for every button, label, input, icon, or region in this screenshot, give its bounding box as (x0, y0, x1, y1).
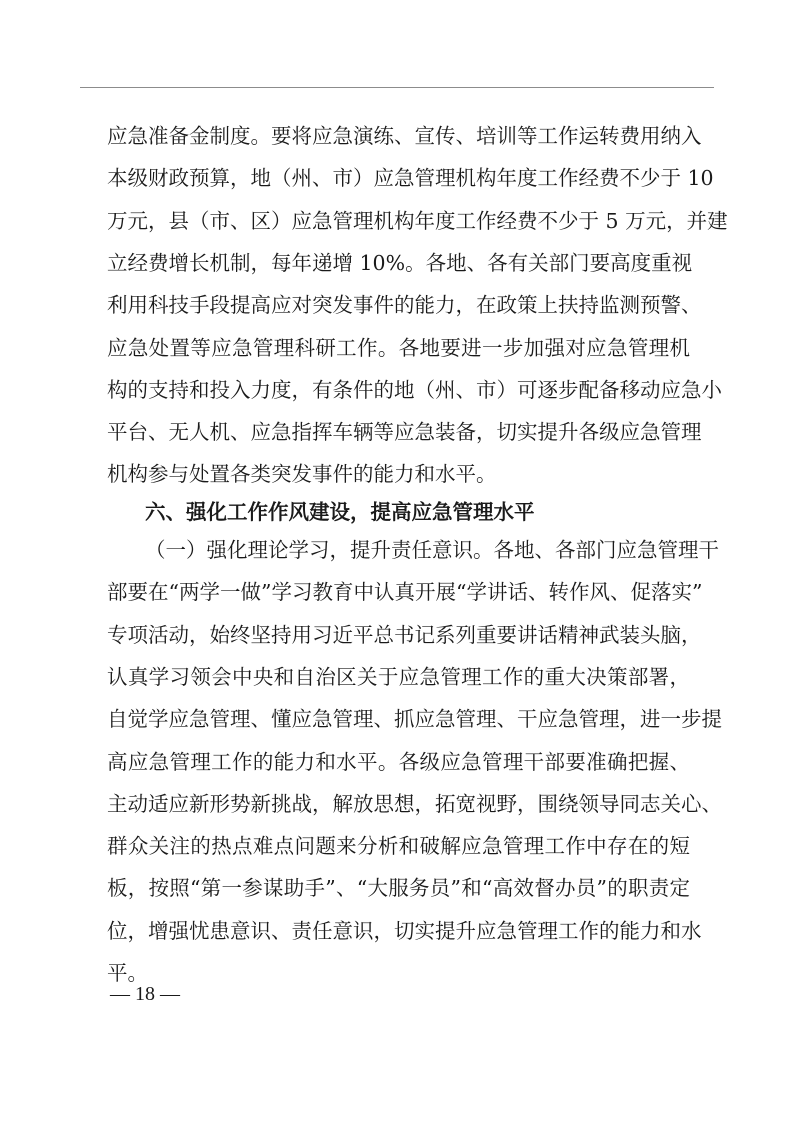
text-line: 平。 (107, 961, 148, 985)
text-line: 主动适应新形势新挑战，解放思想，拓宽视野，围绕领导同志关心、 (107, 792, 722, 816)
text-line: 部要在“两学一做”学习教育中认真开展“学讲话、转作风、促落实” (107, 580, 703, 604)
text-line: 群众关注的热点难点问题来分析和破解应急管理工作中存在的短 (107, 834, 690, 858)
header-rule (80, 87, 714, 88)
text-line: 构的支持和投入力度，有条件的地（州、市）可逐步配备移动应急小 (107, 378, 722, 402)
text-line: （一）强化理论学习，提升责任意识。各地、各部门应急管理干 (145, 538, 719, 562)
section-heading: 六、强化工作作风建设，提高应急管理水平 (145, 500, 535, 524)
text-line: 利用科技手段提高应对突发事件的能力，在政策上扶持监测预警、 (107, 293, 702, 317)
text-line: 专项活动，始终坚持用习近平总书记系列重要讲话精神武装头脑， (107, 623, 702, 647)
text-line: 高应急管理工作的能力和水平。各级应急管理干部要准确把握、 (107, 750, 690, 774)
text-line: 自觉学应急管理、懂应急管理、抓应急管理、干应急管理，进一步提 (107, 707, 722, 731)
text-line: 机构参与处置各类突发事件的能力和水平。 (107, 462, 497, 486)
text-line: 应急准备金制度。要将应急演练、宣传、培训等工作运转费用纳入 (107, 124, 702, 148)
page-number: — 18 — (110, 983, 180, 1005)
text-line: 本级财政预算，地（州、市）应急管理机构年度工作经费不少于 10 (107, 166, 714, 190)
text-line: 立经费增长机制，每年递增 10%。各地、各有关部门要高度重视 (107, 251, 693, 275)
text-line: 位，增强忧患意识、责任意识，切实提升应急管理工作的能力和水 (107, 919, 702, 943)
text-line: 板，按照“第一参谋助手”、“大服务员”和“高效督办员”的职责定 (107, 876, 690, 900)
text-line: 平台、无人机、应急指挥车辆等应急装备，切实提升各级应急管理 (107, 420, 702, 444)
text-line: 认真学习领会中央和自治区关于应急管理工作的重大决策部署， (107, 665, 690, 689)
text-line: 万元，县（市、区）应急管理机构年度工作经费不少于 5 万元，并建 (107, 209, 728, 233)
text-line: 应急处置等应急管理科研工作。各地要进一步加强对应急管理机 (107, 336, 690, 360)
